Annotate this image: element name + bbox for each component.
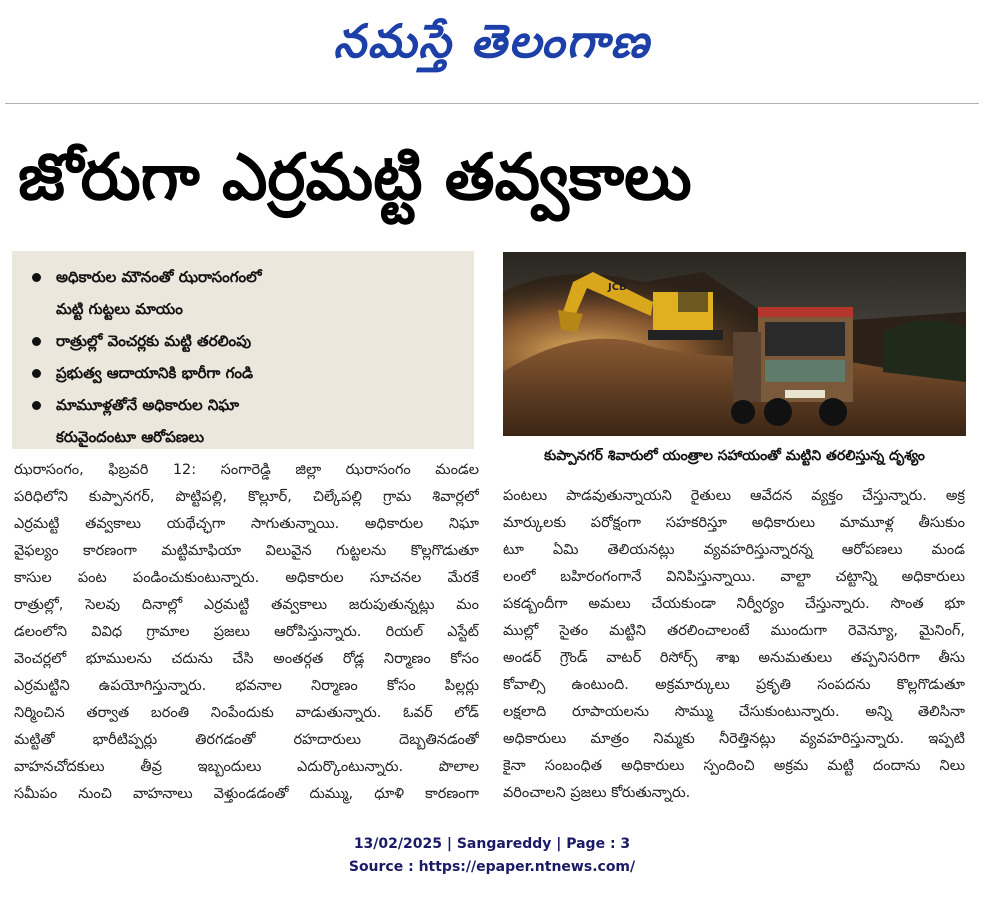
highlight-line: కరువైందంటూ ఆరోపణలు <box>56 428 205 446</box>
body-line: మార్కులకు పరోక్షంగా సహకరిస్తూ అధికారులు మామూళ్ల తీసుకుం <box>503 515 965 531</box>
highlight-item <box>26 389 466 453</box>
body-line: వెంచర్లలో భూములను చదును చేసి అంతర్గత రోడ్ల నిర్మాణం కోసం <box>14 651 479 667</box>
body-line: కాసుల పంట పండించుకుంటున్నారు. అధికారుల సూచనల మేరకే <box>14 570 479 586</box>
body-line: వాహనచోదకులు తీవ్ర ఇబ్బందులు ఎదుర్కొంటున్నారు. పొలాల <box>14 759 479 775</box>
excavator-brand: JCB <box>608 282 627 293</box>
body-line: ఎర్రమట్టిని ఉపయోగిస్తున్నారు. భవనాల నిర్మాణం కోసం పిల్లర్లు <box>14 678 479 694</box>
body-line: టూ ఏమి తెలియనట్లు వ్యవహరిస్తున్నారన్న ఆరోపణలు మండ <box>503 542 965 558</box>
body-line: అండర్ గ్రౌండ్ వాటర్ రిసోర్స్ శాఖ అనుమతులు తప్పనిసరిగా తీసు <box>503 650 965 666</box>
highlight-line: రాత్రుల్లో వెంచర్లకు మట్టి తరలింపు <box>56 332 252 350</box>
article-photo <box>503 252 966 436</box>
bullet-icon <box>32 273 41 282</box>
body-line: పకడ్బందీగా అమలు చేయకుండా నిర్వీర్యం చేస్తున్నారు. సొంత భూ <box>503 596 965 612</box>
photo-caption: కుప్పానగర్ శివారులో యంత్రాల సహాయంతో మట్టిని తరలిస్తున్న దృశ్యం <box>544 448 925 464</box>
body-line: సమీపం నుంచి వాహనాలు వెళ్తుండడంతో దుమ్ము, ధూళి కారణంగా <box>14 786 479 802</box>
body-line: వరించాలని ప్రజలు కోరుతున్నారు. <box>503 785 691 801</box>
highlight-line: మామూళ్లతోనే అధికారుల నిఘా <box>56 396 240 414</box>
source-link[interactable]: Source : https://epaper.ntnews.com/ <box>348 859 636 875</box>
article-column-1 <box>14 457 479 808</box>
bullet-icon <box>32 337 41 346</box>
body-line: నిర్మించిన తర్వాత బరంతి నింపేందుకు వాడుతున్నారు. ఓవర్ లోడ్ <box>14 705 479 721</box>
body-line: అధికారులు మాత్రం నిమ్మకు నీరెత్తినట్లు వ్యవహరిస్తున్నారు. ఇప్పటి <box>503 731 965 747</box>
bullet-icon <box>32 401 41 410</box>
highlight-line: అధికారుల మౌనంతో ఝరాసంగంలో <box>56 268 262 286</box>
body-line: రాత్రుల్లో, సెలవు దినాల్లో ఎర్రమట్టి తవ్వకాలు జరుపుతున్నట్లు మం <box>14 597 479 613</box>
body-line: మట్టితో భారీటిప్పర్లు తిరగడంతో రహదారులు దెబ్బతినడంతో <box>14 732 479 748</box>
newspaper-title: నమస్తే తెలంగాణ <box>333 14 651 68</box>
body-line: లక్షలాది రూపాయలను సొమ్ము చేసుకుంటున్నారు. అన్ని తెలిసినా <box>503 704 965 720</box>
body-line: లంలో బహిరంగంగానే వినిపిస్తున్నాయి. వాల్టా చట్టాన్ని అధికారులు <box>503 569 965 585</box>
body-line: డలంలోని వివిధ గ్రామాల ప్రజలు ఆరోపిస్తున్నారు. రియల్ ఎస్టేట్ <box>14 624 479 640</box>
masthead <box>0 6 984 76</box>
highlight-line: ప్రభుత్వ ఆదాయానికి భారీగా గండి <box>56 364 254 382</box>
bullet-icon <box>32 369 41 378</box>
highlight-item <box>26 325 466 357</box>
body-line: కోవాల్సి ఉంటుంది. అక్రమార్కులు ప్రకృతి సంపదను కొల్లగొడుతూ <box>503 677 965 693</box>
body-line: కైనా సంబంధిత అధికారులు స్పందించి అక్రమ మట్టి దందాను నిలు <box>503 758 965 774</box>
body-line: వైఫల్యం కారణంగా మట్టిమాఫియా విలువైన గుట్టలను కొల్లగొడుతూ <box>14 543 479 559</box>
article-headline <box>18 138 968 218</box>
body-line: పంటలు పాడవుతున్నాయని రైతులు ఆవేదన వ్యక్తం చేస్తున్నారు. అక్ర <box>503 488 965 504</box>
highlight-item <box>26 261 466 325</box>
highlight-line: మట్టి గుట్టలు మాయం <box>56 300 183 318</box>
highlight-item <box>26 357 466 389</box>
dateline: 13/02/2025 | Sangareddy | Page : 3 <box>353 836 631 852</box>
body-line: ఎర్రమట్టి తవ్వకాలు యథేచ్ఛగా సాగుతున్నాయి. అధికారుల నిఘా <box>14 516 479 532</box>
article-column-2 <box>503 483 965 807</box>
body-line: ఝరాసంగం, ఫిబ్రవరి 12: సంగారెడ్డి జిల్లా ఝరాసంగం మండల <box>14 462 479 478</box>
headline-text: జోరుగా ఎర్రమట్టి తవ్వకాలు <box>18 141 692 215</box>
body-line: పరిధిలోని కుప్పానగర్, పొట్టిపల్లి, కొల్లూర్, చిల్కేపల్లి గ్రామ శివార్లలో <box>14 489 479 505</box>
body-line: ముల్లో సైతం మట్టిని తరలించాలంటే ముందుగా రెవెన్యూ, మైనింగ్, <box>503 623 965 639</box>
masthead-divider <box>5 103 979 104</box>
excavation-scene-image <box>503 252 966 436</box>
highlights-box <box>12 251 474 449</box>
